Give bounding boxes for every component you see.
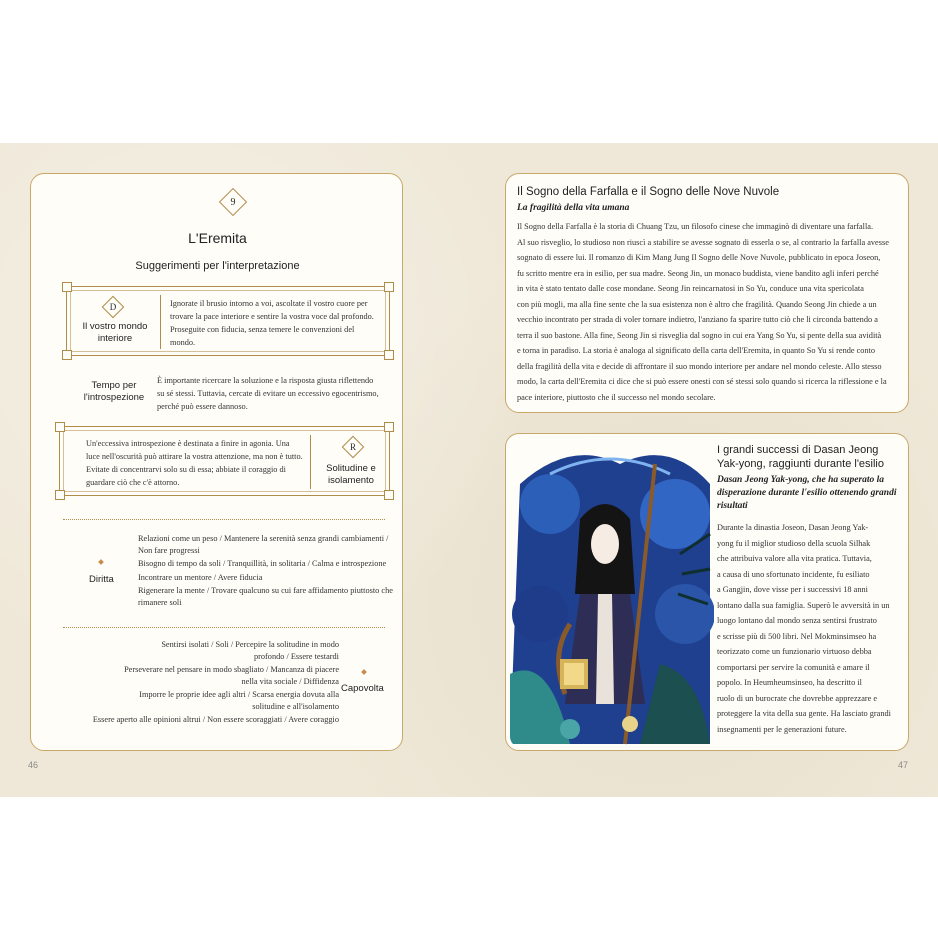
dasan-line: luogo lontano dal mondo senza sentirsi frustrato xyxy=(717,616,877,625)
frame-corner xyxy=(384,490,394,500)
upright-line: Bisogno di tempo da soli / Tranquillità, in solitaria / Calma e introspezione xyxy=(138,559,387,568)
card-number: 9 xyxy=(230,196,236,208)
left-page-card xyxy=(30,173,403,751)
divider xyxy=(160,295,161,349)
letter-d: D xyxy=(109,302,117,312)
dasan-line: insegnamenti per le generazioni future. xyxy=(717,724,847,734)
upright-label: Diritta xyxy=(89,574,114,585)
letter-badge xyxy=(102,296,125,319)
frame-corner xyxy=(384,350,394,360)
frame-corner xyxy=(55,490,65,500)
dasan-line: e scrisse più di 500 libri. Nel Mokminsimseo ha xyxy=(717,631,877,641)
dotted-divider xyxy=(63,519,385,520)
dasan-line: lontano dalla sua famiglia. Superò le avversità in un xyxy=(717,600,890,610)
hermit-illustration-svg xyxy=(510,444,714,748)
inner-world-label: Il vostro mondo interiore xyxy=(82,321,148,344)
card-title: L'Eremita xyxy=(188,230,247,246)
story-line: sognato di essere lui. Il romanzo di Kim Mang Jung Il Sogno delle Nove Nuvole, pubblicato in epoca Joseon, xyxy=(517,253,881,262)
story-line: Il Sogno della Farfalla è la storia di Chuang Tzu, un filosofo cinese che immaginò di diventare una farfalla. xyxy=(517,222,874,231)
story-line: della fragilità della vita e decide di affrontare il suo mondo interiore per andare nel mondo celeste. Allo stesso xyxy=(517,361,882,371)
section-subtitle: Suggerimenti per l'interpretazione xyxy=(135,260,300,272)
divider xyxy=(310,435,311,489)
dasan-body xyxy=(717,520,907,737)
story-line: vecchio incontrato per strada di voler tornare indietro, l'anziano fa sparire tutto ciò che li circonda battendo a xyxy=(517,315,878,324)
letter-badge xyxy=(342,436,365,459)
story-line: fu scritto mentre era in esilio, per sua madre. Seong Jin, un monaco buddista, viene bandito agli inferi perché xyxy=(517,268,879,278)
frame-corner xyxy=(62,350,72,360)
story-body xyxy=(517,219,909,405)
reversed-list xyxy=(71,639,339,726)
reversed-line: Imporre le proprie idee agli altri / Scarsa energia dovuta alla solitudine e all'isolamento xyxy=(139,690,339,711)
solitude-box xyxy=(59,426,390,496)
dasan-line: Durante la dinastia Joseon, Dasan Jeong Yak- xyxy=(717,523,869,532)
solitude-text: Un'eccessiva introspezione è destinata a finire in agonia. Una luce nell'oscurità può attirare la vostra attenzione, ma non è tutto. Evitate di concentrarvi solo su di essa; abbiate il coraggio di guardare ciò che c'è attorno. xyxy=(86,439,303,487)
reversed-line: Sentirsi isolati / Soli / Percepire la solitudine in modo profondo / Essere testardi xyxy=(161,640,339,661)
reversed-diamond-icon xyxy=(361,669,367,675)
introspection-label: Tempo per l'introspezione xyxy=(83,380,145,403)
frame-corner xyxy=(384,282,394,292)
dasan-line: teorizzato come un funzionario virtuoso debba xyxy=(717,647,872,656)
dasan-line: a causa di uno sfortunato incidente, fu esiliato xyxy=(717,569,870,579)
story-line: in vita è stato tentato dalle cose mondane. Seong Jin reincarnatosi in So Yu, conduce una vita spericolata xyxy=(517,284,864,293)
dasan-card xyxy=(505,433,909,751)
upright-diamond-icon xyxy=(98,559,104,565)
dasan-title: I grandi successi di Dasan Jeong Yak-yong, raggiunti durante l'esilio xyxy=(717,444,884,470)
dasan-line: proteggere la vita della sua gente. Ha lasciato grandi xyxy=(717,709,891,718)
frame-corner xyxy=(55,422,65,432)
dasan-line: comportarsi per servire la comunità e amare il xyxy=(717,662,870,672)
reversed-label: Capovolta xyxy=(341,683,384,694)
dasan-line: ruolo di un burocrate che dovrebbe apprezzare e xyxy=(717,693,878,703)
upright-list xyxy=(138,533,396,608)
dotted-divider xyxy=(63,627,385,628)
dasan-line: a Gangjin, dove visse per i successivi 18 anni xyxy=(717,585,868,594)
dasan-line: popolo. In Heumheumsinseo, ha descritto il xyxy=(717,678,862,687)
inner-world-text: Ignorate il brusio intorno a voi, ascoltate il vostro cuore per trovare la pace interiore e sentire la vostra voce dal profondo. Proseguite con fiducia, senza temere le convenzioni del mondo. xyxy=(170,299,374,347)
story-subtitle: La fragilità della vita umana xyxy=(517,203,630,213)
story-card xyxy=(505,173,909,413)
dasan-subtitle: Dasan Jeong Yak-yong, che ha superato la disperazione durante l'esilio ottenendo grandi risultati xyxy=(717,475,897,511)
upright-line: Rigenerare la mente / Trovare qualcuno su cui fare affidamento piuttosto che rimanere soli xyxy=(138,586,393,607)
frame-corner xyxy=(62,282,72,292)
story-line: pace interiore, piuttosto che il successo nel mondo secolare. xyxy=(517,392,716,402)
card-number-badge xyxy=(219,188,247,216)
story-line: terra il suo bastone. Alla fine, Seong Jin si risveglia dal sogno in cui era Yang So Yu, si pente della sua avidità xyxy=(517,330,882,340)
dasan-line: che attribuiva valore alla vita pratica. Tuttavia, xyxy=(717,554,872,563)
introspection-text: È importante ricercare la soluzione e la risposta giusta riflettendo su sé stessi. Tuttavia, cercate di evitare un eccessivo egocentrismo, perché può essere dannoso. xyxy=(157,376,379,411)
inner-world-box xyxy=(66,286,390,356)
reversed-line: Perseverare nel pensare in modo sbagliato / Mancanza di piacere nella vita sociale / Diffidenza xyxy=(124,665,339,686)
reversed-line: Essere aperto alle opinioni altrui / Non essere scoraggiati / Avere coraggio xyxy=(92,715,339,724)
story-line: e torna in paradiso. La storia è analoga al significato della carta dell'Eremita, in quanto So Yu si rende conto xyxy=(517,346,876,355)
story-line: con più mogli, ma alla fine sente che la sua esistenza non è altro che fragilità. Quando Seong Jin chiede a un xyxy=(517,299,877,309)
story-line: modo, la carta dell'Eremita ci dice che si può essere onesti con sé stessi solo quando si ricerca la riflessione e la xyxy=(517,377,887,386)
upright-line: Incontrare un mentore / Avere fiducia xyxy=(138,572,263,582)
frame-corner xyxy=(384,422,394,432)
story-line: Al suo risveglio, lo studioso non riuscì a stabilire se avesse sognato di esserla o se, al contrario la farfalla avesse xyxy=(517,237,889,247)
letter-r: R xyxy=(349,442,356,452)
hermit-illustration xyxy=(510,444,714,748)
solitude-label: Solitudine e isolamento xyxy=(326,463,376,486)
dasan-line: yong fu il miglior studioso della scuola Silhak xyxy=(717,538,871,548)
left-page-number: 46 xyxy=(28,760,39,770)
upright-line: Relazioni come un peso / Mantenere la serenità senza grandi cambiamenti / Non fare progressi xyxy=(138,534,389,555)
book-spread xyxy=(0,143,938,797)
right-page-number: 47 xyxy=(898,760,909,770)
story-title: Il Sogno della Farfalla e il Sogno delle Nove Nuvole xyxy=(517,186,780,198)
